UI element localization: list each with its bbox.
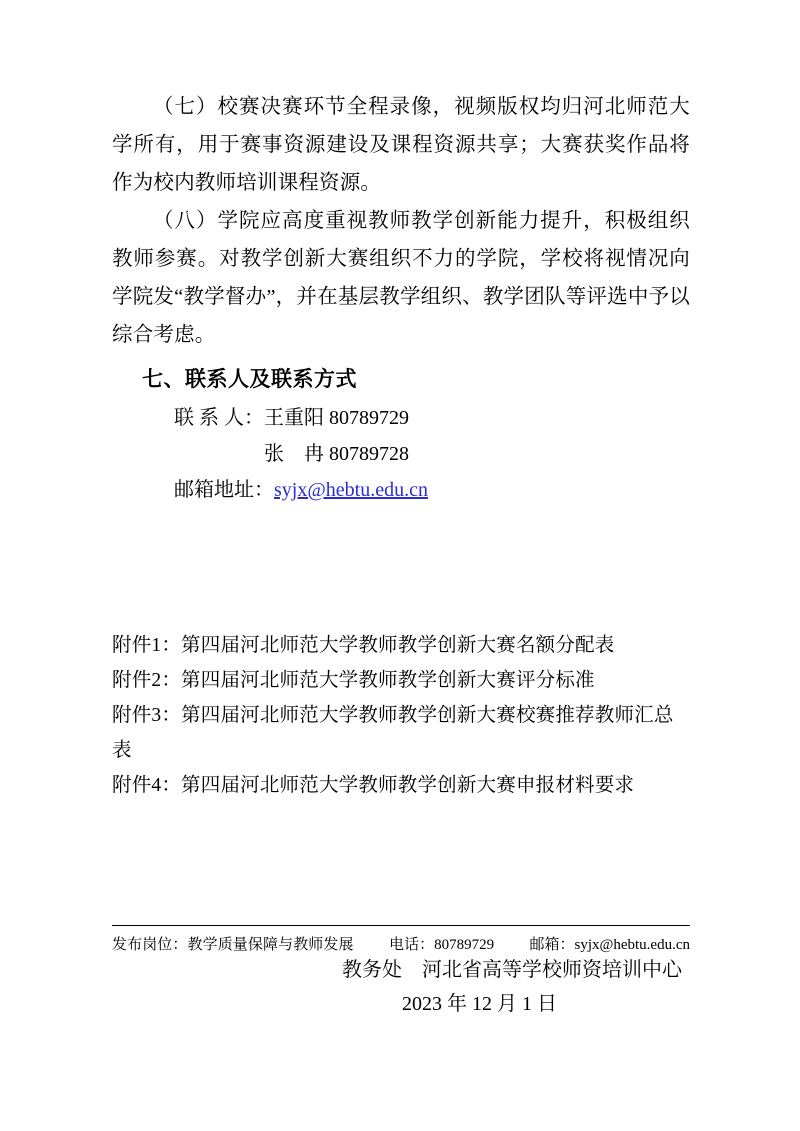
attachment-item-3: 附件3：第四届河北师范大学教师教学创新大赛校赛推荐教师汇总表 xyxy=(112,705,674,761)
paragraph-seven: （七）校赛决赛环节全程录像，视频版权均归河北师范大学所有，用于赛事资源建设及课程资源共享；大赛获奖作品将作为校内教师培训课程资源。 xyxy=(112,96,690,194)
section-heading-contact: 七、联系人及联系方式 xyxy=(142,368,357,391)
page-footer xyxy=(112,932,690,958)
signature-block xyxy=(112,953,690,1021)
contact-email-line xyxy=(112,472,690,508)
paragraph-eight: （八）学院应高度重视教师教学创新能力提升，积极组织教师参赛。对教学创新大赛组织不力的学院，学校将视情况向学院发“教学督办”，并在基层教学组织、教学团队等评选中予以综合考虑。 xyxy=(112,210,690,346)
attachment-item-1: 附件1：第四届河北师范大学教师教学创新大赛名额分配表 xyxy=(112,635,615,656)
email-link[interactable]: syjx@hebtu.edu.cn xyxy=(274,479,428,501)
contact-person-1: 联 系 人：王重阳 80789729 xyxy=(174,407,409,429)
document-body xyxy=(112,88,690,1021)
email-label: 邮箱地址： xyxy=(174,479,274,501)
footer-divider xyxy=(112,925,690,926)
footer-post-label: 发布岗位：教学质量保障与教师发展 xyxy=(112,937,354,953)
footer-email: 邮箱：syjx@hebtu.edu.cn xyxy=(529,937,690,953)
signature-date: 2023 年 12 月 1 日 xyxy=(402,993,557,1015)
footer-phone: 电话：80789729 xyxy=(389,937,495,953)
contact-person-2: 张 冉 80789728 xyxy=(264,443,409,465)
attachment-item-4: 附件4：第四届河北师范大学教师教学创新大赛申报材料要求 xyxy=(112,775,635,796)
attachment-list xyxy=(112,628,690,803)
signature-organization: 教务处 河北省高等学校师资培训中心 xyxy=(342,959,682,981)
attachment-item-2: 附件2：第四届河北师范大学教师教学创新大赛评分标准 xyxy=(112,670,595,691)
